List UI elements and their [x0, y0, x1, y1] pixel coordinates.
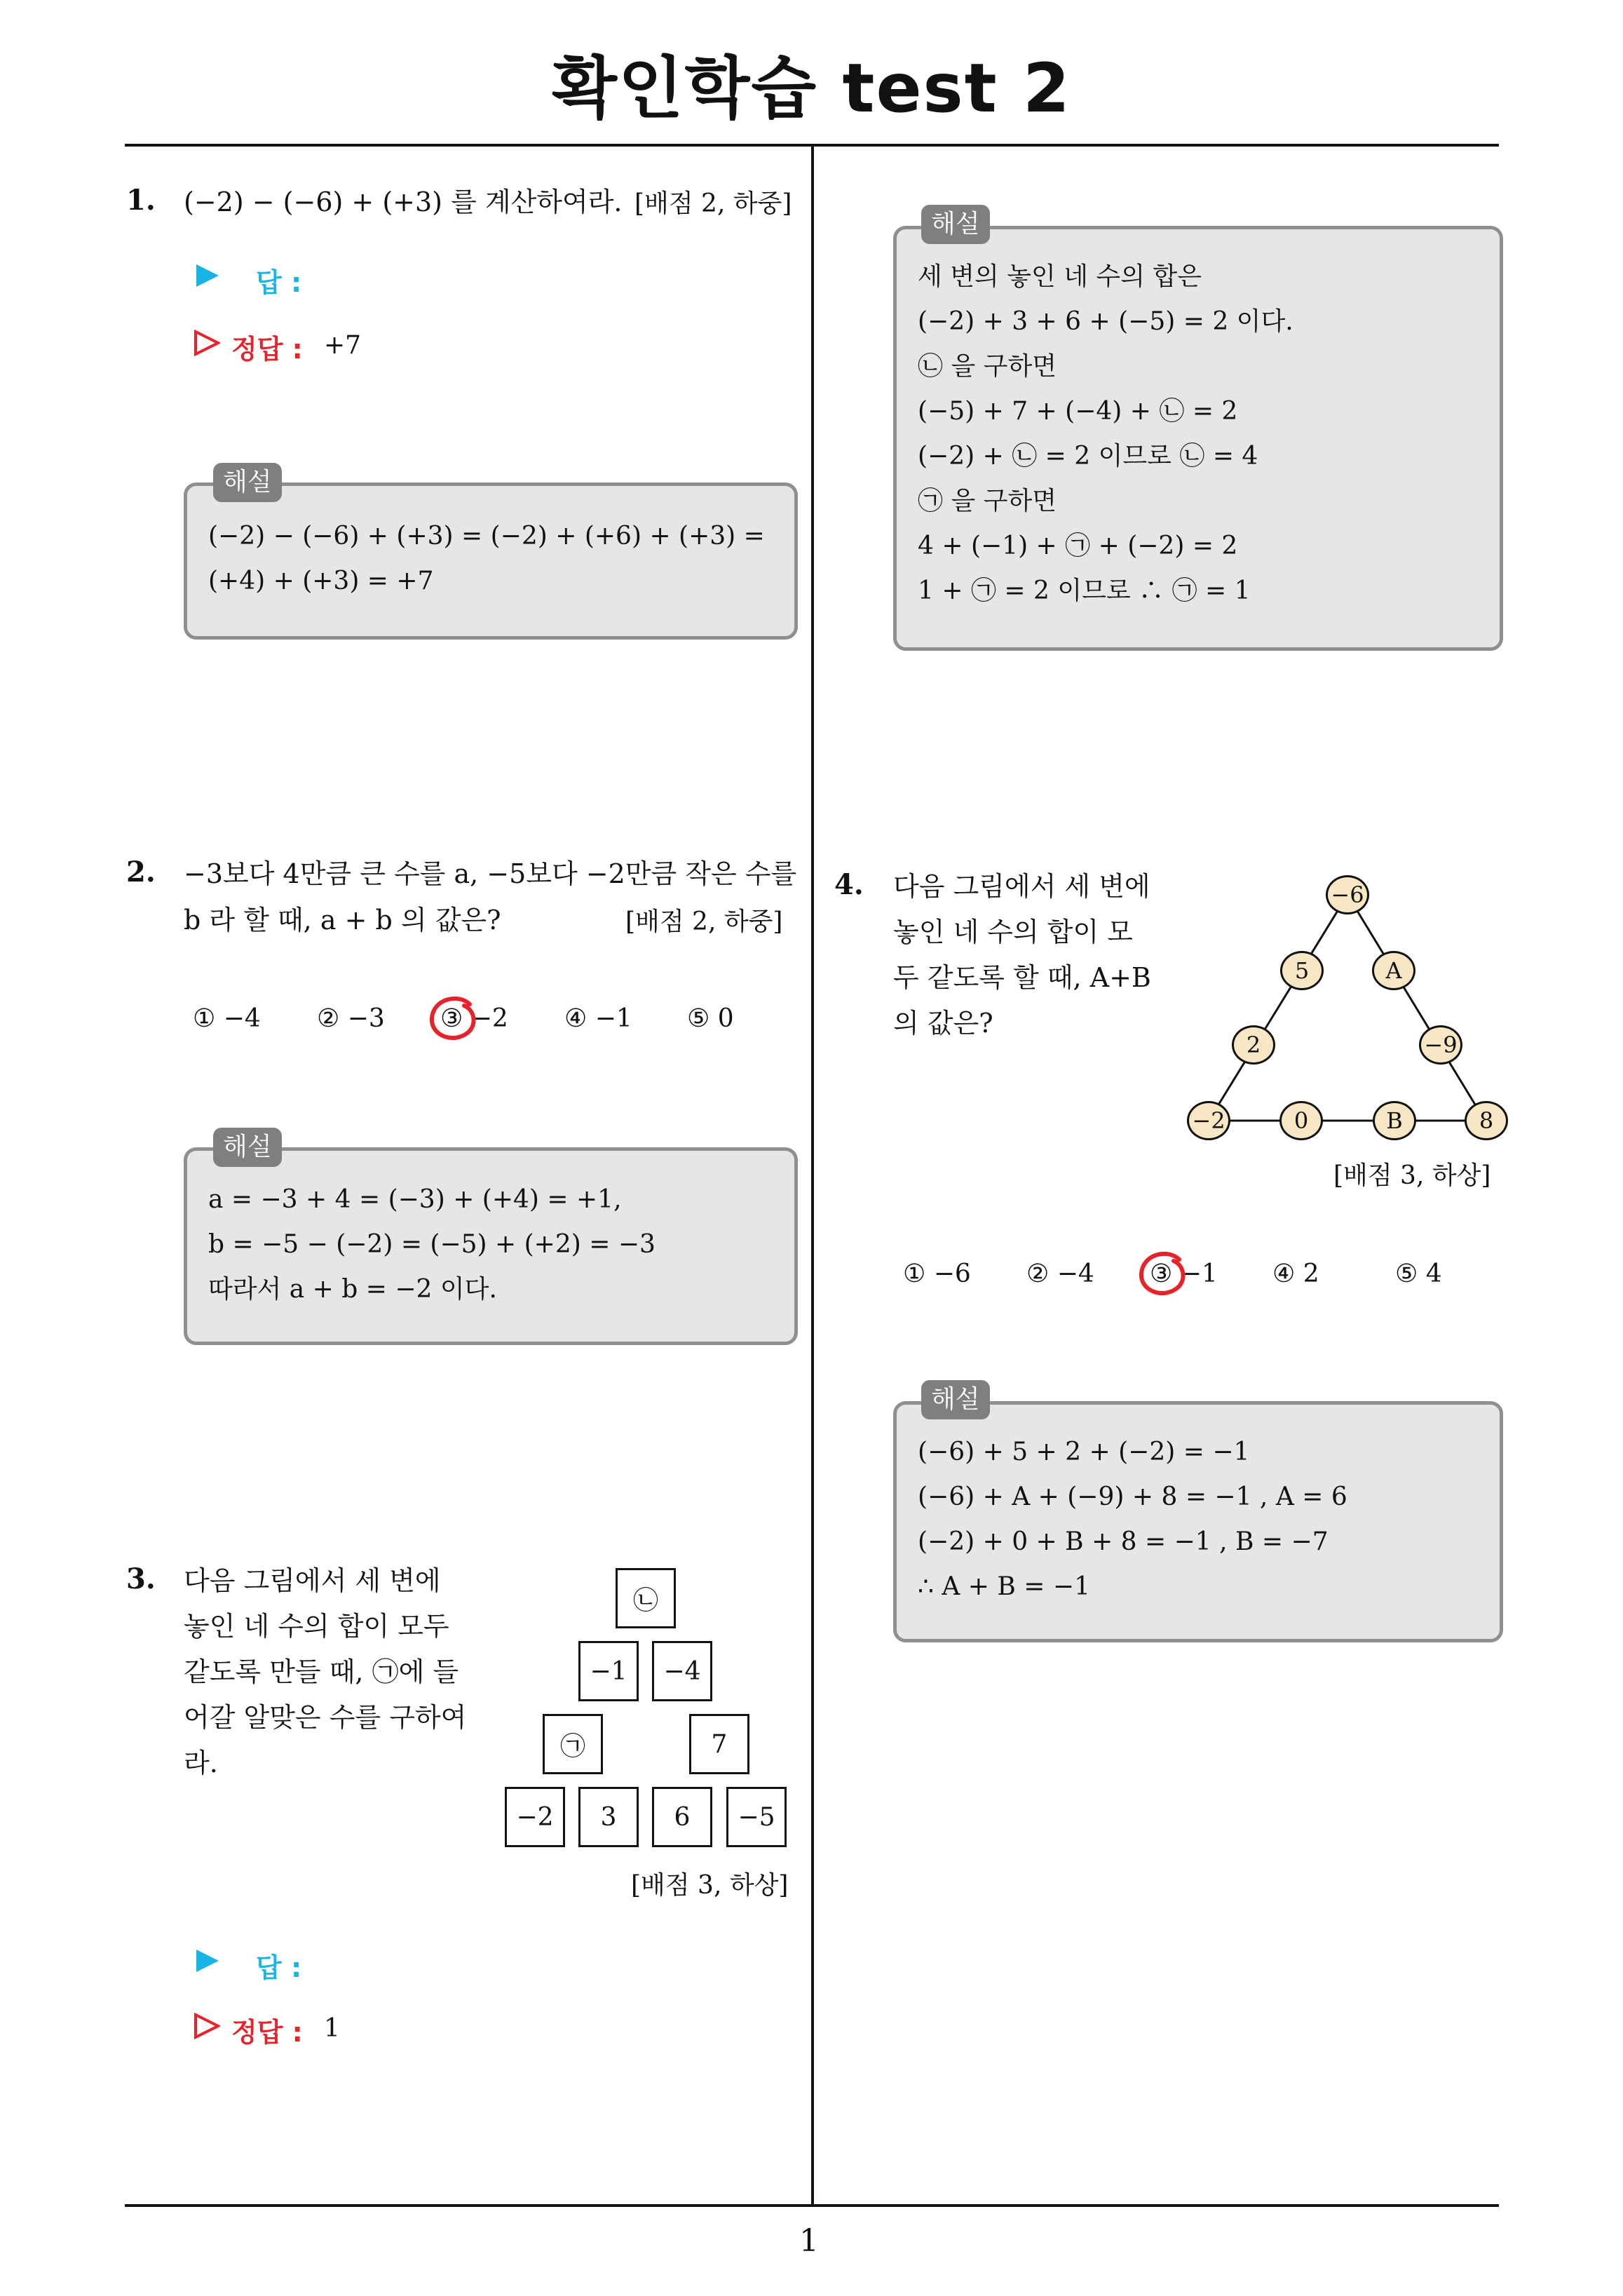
grid-cell: −5: [726, 1787, 787, 1847]
question-2-choice-4[interactable]: ④ −1: [564, 1004, 632, 1033]
solution-line: 따라서 a + b = −2 이다.: [208, 1275, 497, 1304]
question-4-text-line: 두 같도록 할 때, A+B: [893, 962, 1151, 993]
question-4-solution-label: 해설: [921, 1380, 990, 1419]
question-4-text-line: 놓인 네 수의 합이 모: [893, 917, 1133, 947]
triangle-node: −2: [1187, 1101, 1230, 1140]
triangle-node: A: [1372, 951, 1415, 990]
triangle-node: 8: [1465, 1101, 1508, 1140]
solution-line: ㉠ 을 구하면: [918, 487, 1057, 515]
question-2-solution-label: 해설: [213, 1128, 282, 1167]
question-1-answer-label: 답 :: [256, 267, 302, 298]
solution-line: 1 + ㉠ = 2 이므로 ∴ ㉠ = 1: [918, 576, 1251, 605]
question-3-correct-value: 1: [324, 2014, 340, 2043]
question-2-choice-5[interactable]: ⑤ 0: [687, 1004, 734, 1033]
solution-line: (−6) + A + (−9) + 8 = −1 , A = 6: [918, 1483, 1347, 1511]
solution-line: a = −3 + 4 = (−3) + (+4) = +1,: [208, 1185, 622, 1214]
question-4-choice-4[interactable]: ④ 2: [1272, 1260, 1319, 1288]
selection-circle-icon: [1137, 1250, 1189, 1303]
question-4-number: 4.: [834, 868, 864, 901]
grid-cell-top: ㉡: [616, 1568, 676, 1628]
triangle-node: −9: [1419, 1025, 1462, 1065]
solution-line: (−2) − (−6) + (+3) = (−2) + (+6) + (+3) =: [208, 522, 765, 551]
solution-line: ㉡ 을 구하면: [918, 352, 1057, 381]
question-1-solution-box: [184, 482, 798, 640]
triangle-node: 5: [1280, 951, 1324, 990]
triangle-node: 0: [1279, 1101, 1323, 1140]
question-2-choice-3[interactable]: ③ −2: [440, 1004, 508, 1033]
question-4-choice-5[interactable]: ⑤ 4: [1395, 1260, 1442, 1288]
solution-line: b = −5 − (−2) = (−5) + (+2) = −3: [208, 1230, 656, 1259]
question-4-choice-2[interactable]: ② −4: [1026, 1260, 1094, 1288]
question-3-answer-label: 답 :: [256, 1952, 302, 1983]
column-divider: [811, 144, 814, 2207]
question-1-score: [배점 2, 하중]: [634, 189, 792, 218]
question-4-solution-box: [893, 1401, 1503, 1642]
grid-cell: −1: [578, 1641, 639, 1701]
question-4-text-line: 다음 그림에서 세 변에: [893, 871, 1150, 902]
question-3-solution-label: 해설: [921, 205, 990, 244]
question-2-solution-box: [184, 1147, 798, 1345]
question-3-number: 3.: [126, 1562, 156, 1595]
grid-cell: −4: [652, 1641, 712, 1701]
grid-cell: 3: [578, 1787, 639, 1847]
selection-circle-icon: [428, 994, 480, 1048]
grid-cell: 6: [652, 1787, 712, 1847]
page-number: 1: [799, 2223, 819, 2259]
question-3-text-line: 놓인 네 수의 합이 모두: [184, 1611, 449, 1642]
solution-line: 4 + (−1) + ㉠ + (−2) = 2: [918, 532, 1238, 560]
question-3-solution-box: [893, 226, 1503, 651]
solution-line: (−5) + 7 + (−4) + ㉡ = 2: [918, 397, 1238, 426]
question-1-solution-label: 해설: [213, 463, 282, 502]
question-1-text: (−2) − (−6) + (+3) 를 계산하여라.: [184, 187, 623, 217]
answer-arrow-icon: [195, 263, 220, 291]
grid-cell: ㉠: [543, 1714, 603, 1774]
question-3-text-line: 다음 그림에서 세 변에: [184, 1565, 441, 1596]
solution-line: 세 변의 놓인 네 수의 합은: [918, 262, 1202, 291]
question-2-text-line2: b 라 할 때, a + b 의 값은?: [184, 905, 501, 936]
triangle-node: 2: [1232, 1025, 1275, 1065]
grid-cell: −2: [505, 1787, 565, 1847]
question-2-number: 2.: [126, 856, 156, 889]
question-3-text-line: 어갈 알맞은 수를 구하여: [184, 1702, 467, 1733]
question-4-text-line: 의 값은?: [893, 1008, 993, 1039]
solution-line: ∴ A + B = −1: [918, 1572, 1090, 1601]
question-1-correct-label: 정답 :: [231, 334, 303, 365]
solution-line: (−2) + 0 + B + 8 = −1 , B = −7: [918, 1527, 1329, 1556]
question-2-text-line1: −3보다 4만큼 큰 수를 a, −5보다 −2만큼 작은 수를: [184, 858, 797, 889]
correct-arrow-icon: [193, 330, 220, 359]
question-1-correct-value: +7: [324, 331, 362, 360]
grid-cell: 7: [689, 1714, 749, 1774]
correct-arrow-icon: [193, 2013, 220, 2042]
footer-rule: [125, 2204, 1499, 2207]
question-1-number: 1.: [126, 184, 156, 217]
question-3-score: [배점 3, 하상]: [631, 1871, 789, 1900]
question-3-text-line: 라.: [184, 1748, 218, 1778]
triangle-node: B: [1373, 1101, 1416, 1140]
question-3-correct-label: 정답 :: [231, 2017, 303, 2048]
solution-line: (−2) + 3 + 6 + (−5) = 2 이다.: [918, 307, 1293, 336]
question-4-score: [배점 3, 하상]: [1333, 1161, 1491, 1190]
question-2-score: [배점 2, 하중]: [625, 907, 783, 936]
question-3-text-line: 같도록 만들 때, ㉠에 들: [184, 1656, 459, 1687]
answer-arrow-icon: [195, 1948, 220, 1976]
question-2-choice-1[interactable]: ① −4: [193, 1004, 261, 1033]
question-4-choice-1[interactable]: ① −6: [903, 1260, 971, 1288]
solution-line: (−6) + 5 + 2 + (−2) = −1: [918, 1438, 1250, 1466]
page-title: 확인학습 test 2: [552, 49, 1071, 128]
solution-line: (+4) + (+3) = +7: [208, 567, 434, 595]
solution-line: (−2) + ㉡ = 2 이므로 ㉡ = 4: [918, 442, 1258, 471]
triangle-node-top: −6: [1326, 875, 1369, 914]
question-4-choice-3[interactable]: ③ −1: [1150, 1260, 1218, 1288]
question-2-choice-2[interactable]: ② −3: [317, 1004, 385, 1033]
